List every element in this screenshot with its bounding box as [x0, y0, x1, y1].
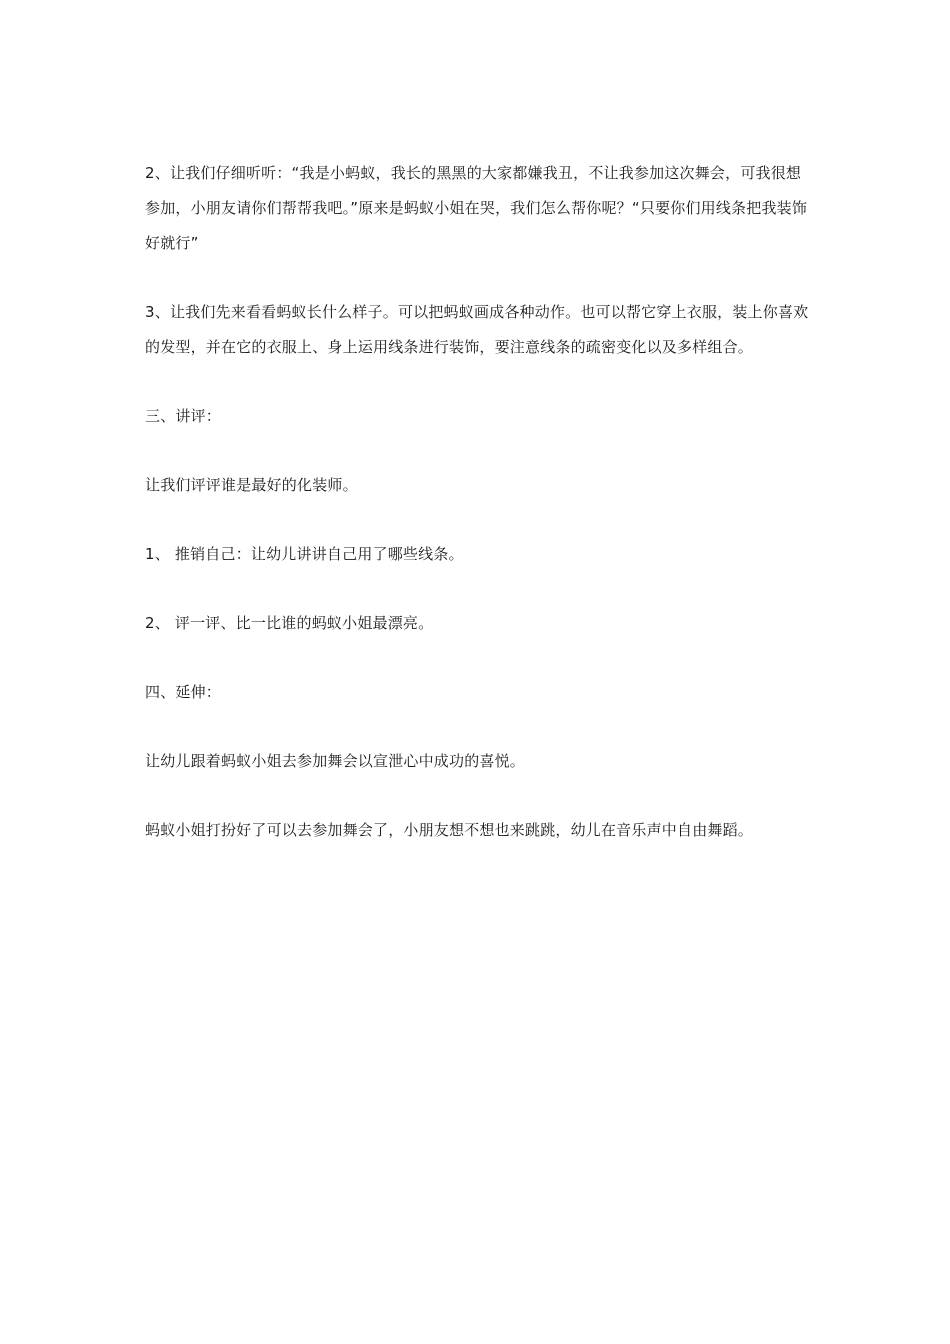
document-body — [145, 156, 810, 848]
paragraph-listen-to-ant: 2、让我们仔细听听：“我是小蚂蚁，我长的黑黑的大家都嫌我丑，不让我参加这次舞会，可我很想参加，小朋友请你们帮帮我吧。”原来是蚂蚁小姐在哭，我们怎么帮你呢？“只要你们用线条把我装饰好就行” — [145, 164, 808, 252]
list-item-promote-yourself: 1、 推销自己：让幼儿讲讲自己用了哪些线条。 — [145, 545, 464, 563]
heading-extension: 四、延伸： — [145, 683, 222, 701]
heading-review: 三、讲评： — [145, 407, 222, 425]
list-item-compare: 2、 评一评、比一比谁的蚂蚁小姐最漂亮。 — [145, 614, 434, 632]
paragraph-go-to-dance: 让幼儿跟着蚂蚁小姐去参加舞会以宣泄心中成功的喜悦。 — [145, 752, 526, 770]
paragraph-free-dance: 蚂蚁小姐打扮好了可以去参加舞会了，小朋友想不想也来跳跳，幼儿在音乐声中自由舞蹈。 — [145, 821, 754, 839]
paragraph-best-makeup-artist: 让我们评评谁是最好的化装师。 — [145, 476, 358, 494]
paragraph-look-at-ant: 3、让我们先来看看蚂蚁长什么样子。可以把蚂蚁画成各种动作。也可以帮它穿上衣服，装上你喜欢的发型，并在它的衣服上、身上运用线条进行装饰，要注意线条的疏密变化以及多样组合。 — [145, 303, 809, 356]
